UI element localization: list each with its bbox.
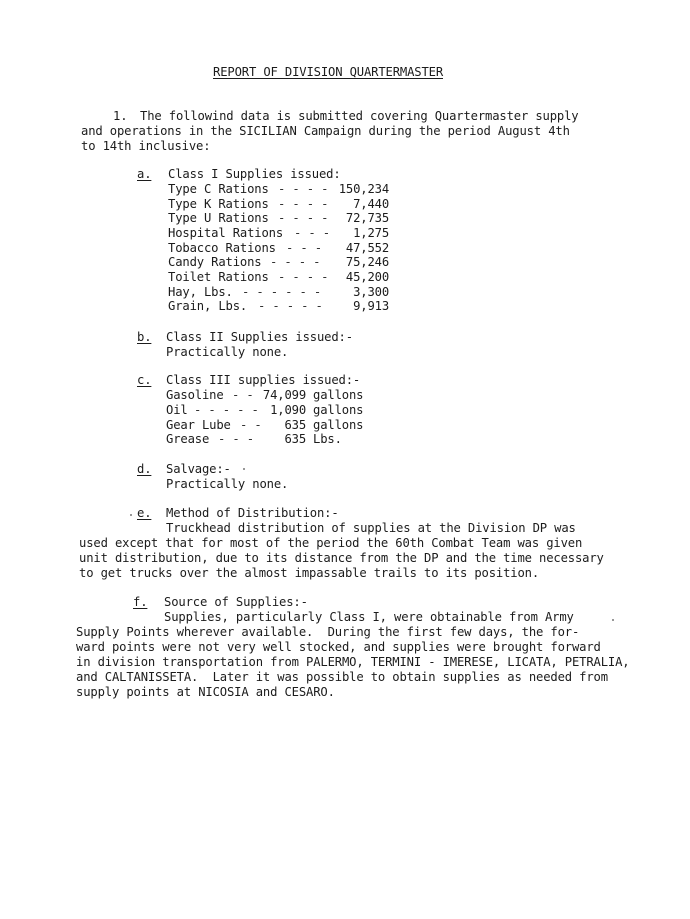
intro-line: The followind data is submitted covering Quartermaster supply bbox=[140, 109, 579, 123]
section-f-line: in division transportation from PALERMO, TERMINI - IMERESE, LICATA, PETRALIA, bbox=[76, 655, 630, 669]
scan-speck bbox=[243, 468, 245, 470]
ration-value: 47,552 bbox=[345, 241, 389, 255]
ration-label: Type C Rations bbox=[168, 182, 269, 196]
ration-value: 72,735 bbox=[345, 211, 389, 225]
fuel-value: 635 bbox=[284, 432, 306, 446]
section-b-body: Practically none. bbox=[166, 345, 289, 359]
section-a-letter: a. bbox=[137, 167, 152, 181]
ration-label: Toilet Rations bbox=[168, 270, 269, 284]
ration-label: Type K Rations bbox=[168, 197, 269, 211]
section-e-letter: e. bbox=[137, 506, 152, 520]
fuel-unit: gallons bbox=[313, 388, 364, 402]
section-f-line: Supplies, particularly Class I, were obtainable from Army bbox=[164, 610, 574, 624]
section-e-line: Truckhead distribution of supplies at the Division DP was bbox=[166, 521, 576, 535]
section-e-heading: Method of Distribution:- bbox=[166, 506, 339, 520]
intro-number: 1. bbox=[113, 109, 128, 123]
ration-label: Tobacco Rations bbox=[168, 241, 276, 255]
section-a-heading: Class I Supplies issued: bbox=[168, 167, 341, 181]
fuel-unit: gallons bbox=[313, 418, 364, 432]
ration-value: 150,234 bbox=[338, 182, 389, 196]
ration-value: 9,913 bbox=[353, 299, 389, 313]
intro-line: to 14th inclusive: bbox=[81, 139, 211, 153]
leader-dashes: - - - - bbox=[278, 197, 329, 211]
leader-dashes: - - bbox=[232, 388, 254, 402]
section-f-line: Supply Points wherever available. During the first few days, the for- bbox=[76, 625, 580, 639]
fuel-label: Gear Lube bbox=[166, 418, 231, 432]
leader-dashes: - - - - bbox=[278, 211, 329, 225]
fuel-unit: gallons bbox=[313, 403, 364, 417]
section-f-line: and CALTANISSETA. Later it was possible to obtain supplies as needed from bbox=[76, 670, 608, 684]
ration-value: 75,246 bbox=[345, 255, 389, 269]
section-b-letter: b. bbox=[137, 330, 152, 344]
scan-speck bbox=[130, 514, 132, 516]
leader-dashes: - - - - - bbox=[258, 299, 323, 313]
ration-label: Grain, Lbs. bbox=[168, 299, 248, 313]
scan-speck bbox=[612, 619, 614, 621]
fuel-value: 1,090 bbox=[270, 403, 306, 417]
section-f-line: supply points at NICOSIA and CESARO. bbox=[76, 685, 335, 699]
ration-label: Type U Rations bbox=[168, 211, 269, 225]
leader-dashes: - - bbox=[240, 418, 262, 432]
leader-dashes: - - - - bbox=[278, 270, 329, 284]
section-d-heading: Salvage:- bbox=[166, 462, 231, 476]
section-e-line: used except that for most of the period the 60th Combat Team was given bbox=[79, 536, 583, 550]
leader-dashes: - - - bbox=[286, 241, 322, 255]
fuel-label: Oil bbox=[166, 403, 188, 417]
section-f-heading: Source of Supplies:- bbox=[164, 595, 308, 609]
section-c-heading: Class III supplies issued:- bbox=[166, 373, 361, 387]
fuel-label: Gasoline bbox=[166, 388, 224, 402]
leader-dashes: - - - - bbox=[270, 255, 321, 269]
section-e-line: to get trucks over the almost impassable trails to its position. bbox=[79, 566, 539, 580]
section-d-body: Practically none. bbox=[166, 477, 289, 491]
fuel-value: 74,099 bbox=[262, 388, 306, 402]
leader-dashes: - - - - bbox=[278, 182, 329, 196]
section-d-letter: d. bbox=[137, 462, 152, 476]
fuel-unit: Lbs. bbox=[313, 432, 342, 446]
ration-value: 7,440 bbox=[353, 197, 389, 211]
ration-label: Hospital Rations bbox=[168, 226, 283, 240]
section-f-letter: f. bbox=[133, 595, 148, 609]
section-b-heading: Class II Supplies issued:- bbox=[166, 330, 353, 344]
intro-line: and operations in the SICILIAN Campaign during the period August 4th bbox=[81, 124, 570, 138]
leader-dashes: - - - bbox=[218, 432, 254, 446]
fuel-value: 635 bbox=[284, 418, 306, 432]
leader-dashes: - - - bbox=[294, 226, 330, 240]
leader-dashes: - - - - - bbox=[194, 403, 259, 417]
section-f-line: ward points were not very well stocked, and supplies were brought forward bbox=[76, 640, 601, 654]
ration-label: Hay, Lbs. bbox=[168, 285, 233, 299]
page-title: REPORT OF DIVISION QUARTERMASTER bbox=[213, 65, 443, 79]
ration-value: 3,300 bbox=[353, 285, 389, 299]
ration-value: 45,200 bbox=[345, 270, 389, 284]
ration-value: 1,275 bbox=[353, 226, 389, 240]
section-c-letter: c. bbox=[137, 373, 152, 387]
section-e-line: unit distribution, due to its distance from the DP and the time necessary bbox=[79, 551, 604, 565]
ration-label: Candy Rations bbox=[168, 255, 262, 269]
leader-dashes: - - - - - - bbox=[242, 285, 322, 299]
fuel-label: Grease bbox=[166, 432, 210, 446]
